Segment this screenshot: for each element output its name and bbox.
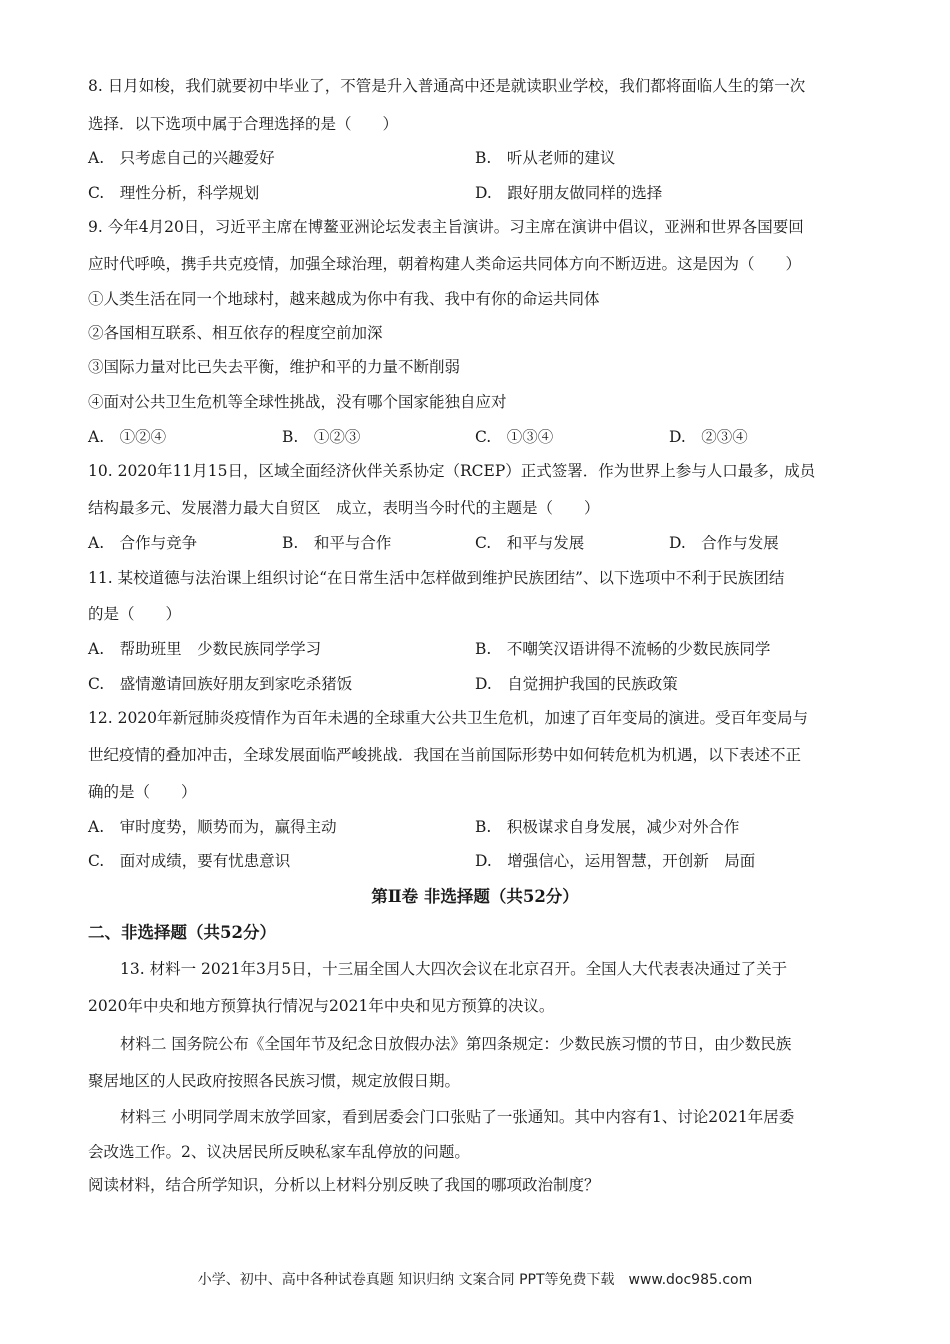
q12-option-c: C. 面对成绩，要有忧患意识 xyxy=(88,852,291,870)
q10-stem-line2: 结构最多元、发展潜力最大自贸区 成立，表明当今时代的主题是（ ） xyxy=(88,499,600,517)
q10-stem-line1: 10. 2020年11月15日，区域全面经济伙伴关系协定（RCEP）正式签署．作为世界上参与人口最多，成员 xyxy=(88,462,816,480)
q13-material2-line2: 聚居地区的人民政府按照各民族习惯，规定放假日期。 xyxy=(88,1072,461,1090)
q12-stem-line3: 确的是（ ） xyxy=(88,783,197,801)
q9-option-c: C. ①③④ xyxy=(475,428,554,446)
q9-statement-3: ③国际力量对比已失去平衡，维护和平的力量不断削弱 xyxy=(88,358,461,376)
q10-option-b: B. 和平与合作 xyxy=(282,534,392,552)
q9-option-d: D. ②③④ xyxy=(669,428,748,446)
q9-option-b: B. ①②③ xyxy=(282,428,361,446)
q9-statement-1: ①人类生活在同一个地球村，越来越成为你中有我、我中有你的命运共同体 xyxy=(88,290,600,308)
q9-statement-2: ②各国相互联系、相互依存的程度空前加深 xyxy=(88,324,383,342)
q11-option-a: A. 帮助班里 少数民族同学学习 xyxy=(88,640,322,658)
q13-material1-line2: 2020年中央和地方预算执行情况与2021年中央和见方预算的决议。 xyxy=(88,997,555,1015)
q12-stem-line2: 世纪疫情的叠加冲击，全球发展面临严峻挑战．我国在当前国际形势中如何转危机为机遇，以下表述不正 xyxy=(88,746,802,764)
q11-option-b: B. 不嘲笑汉语讲得不流畅的少数民族同学 xyxy=(475,640,771,658)
q9-stem-line1: 9. 今年4月20日，习近平主席在博鳌亚洲论坛发表主旨演讲。习主席在演讲中倡议，亚洲和世界各国要回 xyxy=(88,218,804,236)
q8-option-a: A. 只考虑自己的兴趣爱好 xyxy=(88,149,275,167)
q11-option-c: C. 盛情邀请回族好朋友到家吃杀猪饭 xyxy=(88,675,353,693)
q13-material3-line2: 会改选工作。2、议决居民所反映私家车乱停放的问题。 xyxy=(88,1143,470,1161)
q13-question: 阅读材料，结合所学知识，分析以上材料分别反映了我国的哪项政治制度？ xyxy=(88,1176,600,1194)
part2-title: 第Ⅱ卷 非选择题（共52分） xyxy=(371,887,579,906)
q8-stem-line2: 选择．以下选项中属于合理选择的是（ ） xyxy=(88,115,399,133)
q9-option-a: A. ①②④ xyxy=(88,428,167,446)
q13-material3-line1: 材料三 小明同学周末放学回家，看到居委会门口张贴了一张通知。其中内容有1、讨论2021年居委 xyxy=(120,1108,795,1126)
q13-material1-line1: 13. 材料一 2021年3月5日，十三届全国人大四次会议在北京召开。全国人大代表表决通过了关于 xyxy=(120,960,788,978)
q12-option-a: A. 审时度势，顺势而为，赢得主动 xyxy=(88,818,337,836)
q8-option-c: C. 理性分析，科学规划 xyxy=(88,184,260,202)
q9-stem-line2: 应时代呼唤，携手共克疫情，加强全球治理，朝着构建人类命运共同体方向不断迈进。这是因为（ ） xyxy=(88,255,802,273)
q10-option-d: D. 合作与发展 xyxy=(669,534,779,552)
q12-stem-line1: 12. 2020年新冠肺炎疫情作为百年未遇的全球重大公共卫生危机，加速了百年变局的演进。受百年变局与 xyxy=(88,709,809,727)
q11-option-d: D. 自觉拥护我国的民族政策 xyxy=(475,675,678,693)
q9-statement-4: ④面对公共卫生危机等全球性挑战，没有哪个国家能独自应对 xyxy=(88,393,507,411)
q12-option-d: D. 增强信心，运用智慧，开创新 局面 xyxy=(475,852,756,870)
q11-stem-line2: 的是（ ） xyxy=(88,605,182,623)
q8-stem-line1: 8. 日月如梭，我们就要初中毕业了，不管是升入普通高中还是就读职业学校，我们都将面临人生的第一次 xyxy=(88,77,806,95)
q11-stem-line1: 11. 某校道德与法治课上组织讨论“在日常生活中怎样做到维护民族团结”、以下选项中不利于民族团结 xyxy=(88,569,785,587)
page-footer: 小学、初中、高中各种试卷真题 知识归纳 文案合同 PPT等免费下载 www.doc985.com xyxy=(197,1272,753,1288)
q12-option-b: B. 积极谋求自身发展，减少对外合作 xyxy=(475,818,740,836)
q10-option-c: C. 和平与发展 xyxy=(475,534,585,552)
section2-title: 二、非选择题（共52分） xyxy=(88,923,276,942)
q10-option-a: A. 合作与竞争 xyxy=(88,534,198,552)
q8-option-d: D. 跟好朋友做同样的选择 xyxy=(475,184,663,202)
q8-option-b: B. 听从老师的建议 xyxy=(475,149,616,167)
q13-material2-line1: 材料二 国务院公布《全国年节及纪念日放假办法》第四条规定：少数民族习惯的节日，由少数民族 xyxy=(120,1035,792,1053)
